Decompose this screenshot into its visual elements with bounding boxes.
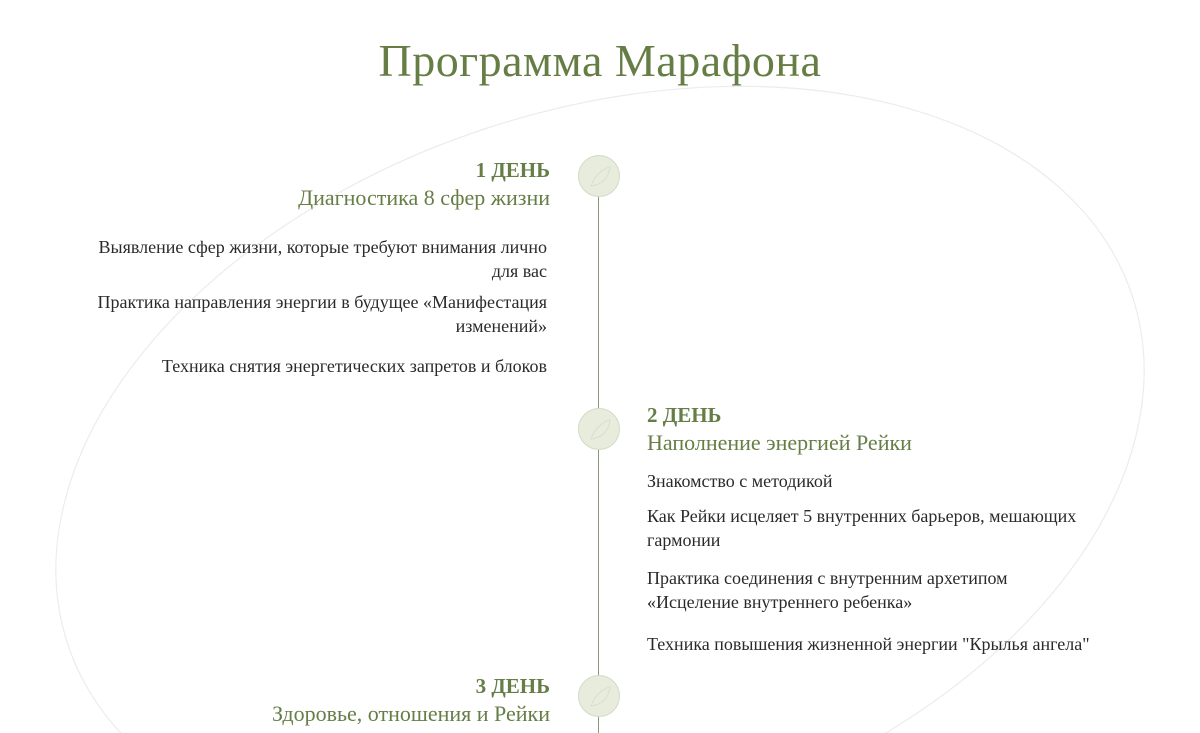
day-2-item: Как Рейки исцеляет 5 внутренних барьеров, мешающих гармонии (647, 506, 1077, 550)
day-2-item: Техника повышения жизненной энергии "Крылья ангела" (647, 634, 1090, 654)
leaf-icon (579, 409, 621, 451)
day-3-subtitle: Здоровье, отношения и Рейки (271, 701, 550, 726)
day-1-item: Практика направления энергии в будущее «Манифестация изменений» (97, 292, 547, 336)
day-1-label: 1 ДЕНЬ (475, 158, 550, 182)
day-1-subtitle: Диагностика 8 сфер жизни (298, 185, 550, 210)
page-title: Программа Марафона (378, 35, 822, 86)
day-2-subtitle: Наполнение энергией Рейки (647, 430, 912, 455)
leaf-icon (579, 156, 621, 198)
day-1-item: Техника снятия энергетических запретов и блоков (161, 356, 547, 376)
day-2-item: Знакомство с методикой (647, 471, 833, 491)
day-1-item: Выявление сфер жизни, которые требуют внимания лично для вас (98, 237, 547, 281)
day-3-label: 3 ДЕНЬ (475, 674, 550, 698)
day-2-node (578, 408, 620, 450)
day-2-label: 2 ДЕНЬ (647, 403, 722, 427)
day-2-item: Практика соединения с внутренним архетипом «Исцеление внутреннего ребенка» (647, 568, 1008, 612)
leaf-icon (579, 676, 621, 718)
timeline-line (598, 178, 599, 733)
day-1-node (578, 155, 620, 197)
day-3-node (578, 675, 620, 717)
